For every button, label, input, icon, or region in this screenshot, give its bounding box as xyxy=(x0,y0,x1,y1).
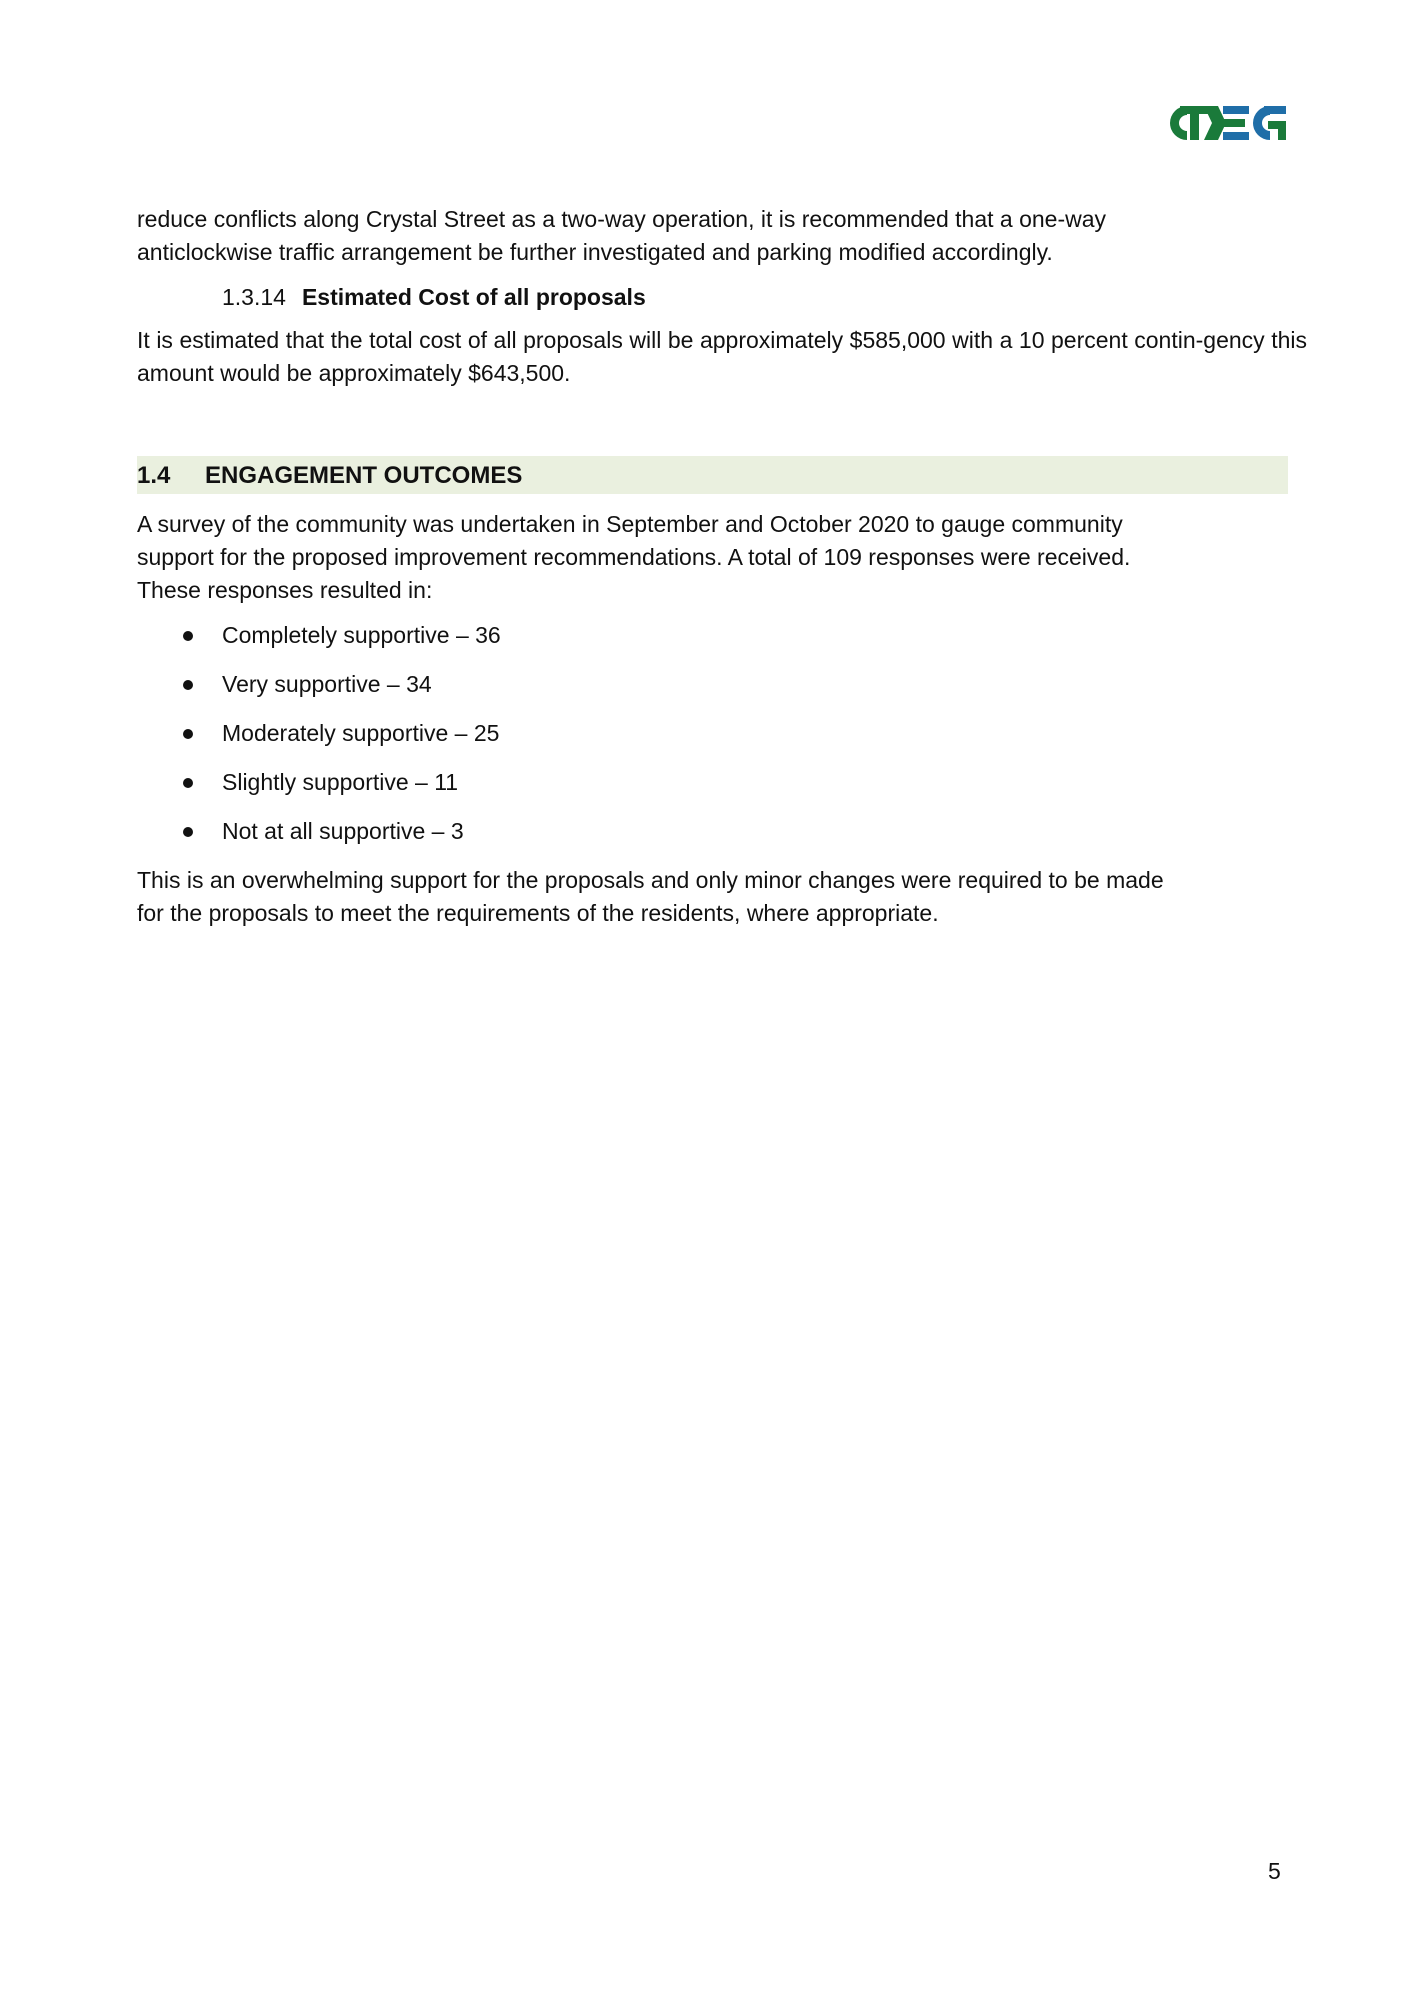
list-item xyxy=(137,766,1307,815)
section-heading xyxy=(137,456,1288,494)
responses-list xyxy=(137,619,1307,864)
bullet-icon xyxy=(183,680,193,690)
bullet-icon xyxy=(183,778,193,788)
subsection-heading xyxy=(222,281,1307,314)
page-content xyxy=(137,203,1307,930)
response-label: Not at all supportive – 3 xyxy=(222,818,464,844)
bullet-icon xyxy=(183,729,193,739)
bullet-icon xyxy=(183,827,193,837)
closing-paragraph: This is an overwhelming support for the proposals and only minor changes were required to be made for the proposals to meet the requirements of the residents, where appropriate. xyxy=(137,867,1164,926)
list-item xyxy=(137,815,1307,864)
response-label: Slightly supportive – 11 xyxy=(222,769,459,795)
list-item xyxy=(137,717,1307,766)
subsection-title: Estimated Cost of all proposals xyxy=(301,284,646,310)
section-title: ENGAGEMENT OUTCOMES xyxy=(205,461,523,489)
section-number: 1.4 xyxy=(137,461,171,489)
response-label: Completely supportive – 36 xyxy=(222,622,501,648)
subsection-number: 1.3.14 xyxy=(222,284,286,310)
response-label: Moderately supportive – 25 xyxy=(222,720,500,746)
page-number: 5 xyxy=(1268,1858,1281,1884)
bullet-icon xyxy=(183,631,193,641)
list-item xyxy=(137,619,1307,668)
list-item xyxy=(137,668,1307,717)
company-logo xyxy=(1168,104,1288,142)
response-label: Very supportive – 34 xyxy=(222,671,432,697)
continuation-paragraph: reduce conflicts along Crystal Street as a two-way operation, it is recommended that a one-way anticlockwise traffic arrangement be further investigated and parking modified accordingly. xyxy=(137,206,1107,265)
cost-paragraph: It is estimated that the total cost of all proposals will be approximately $585,000 with a 10 percent contin-gency this amount would be approximately $643,500. xyxy=(137,327,1307,386)
survey-paragraph: A survey of the community was undertaken in September and October 2020 to gauge community support for the proposed improvement recommendations. A total of 109 responses were received. These responses resulted in: xyxy=(137,511,1131,603)
